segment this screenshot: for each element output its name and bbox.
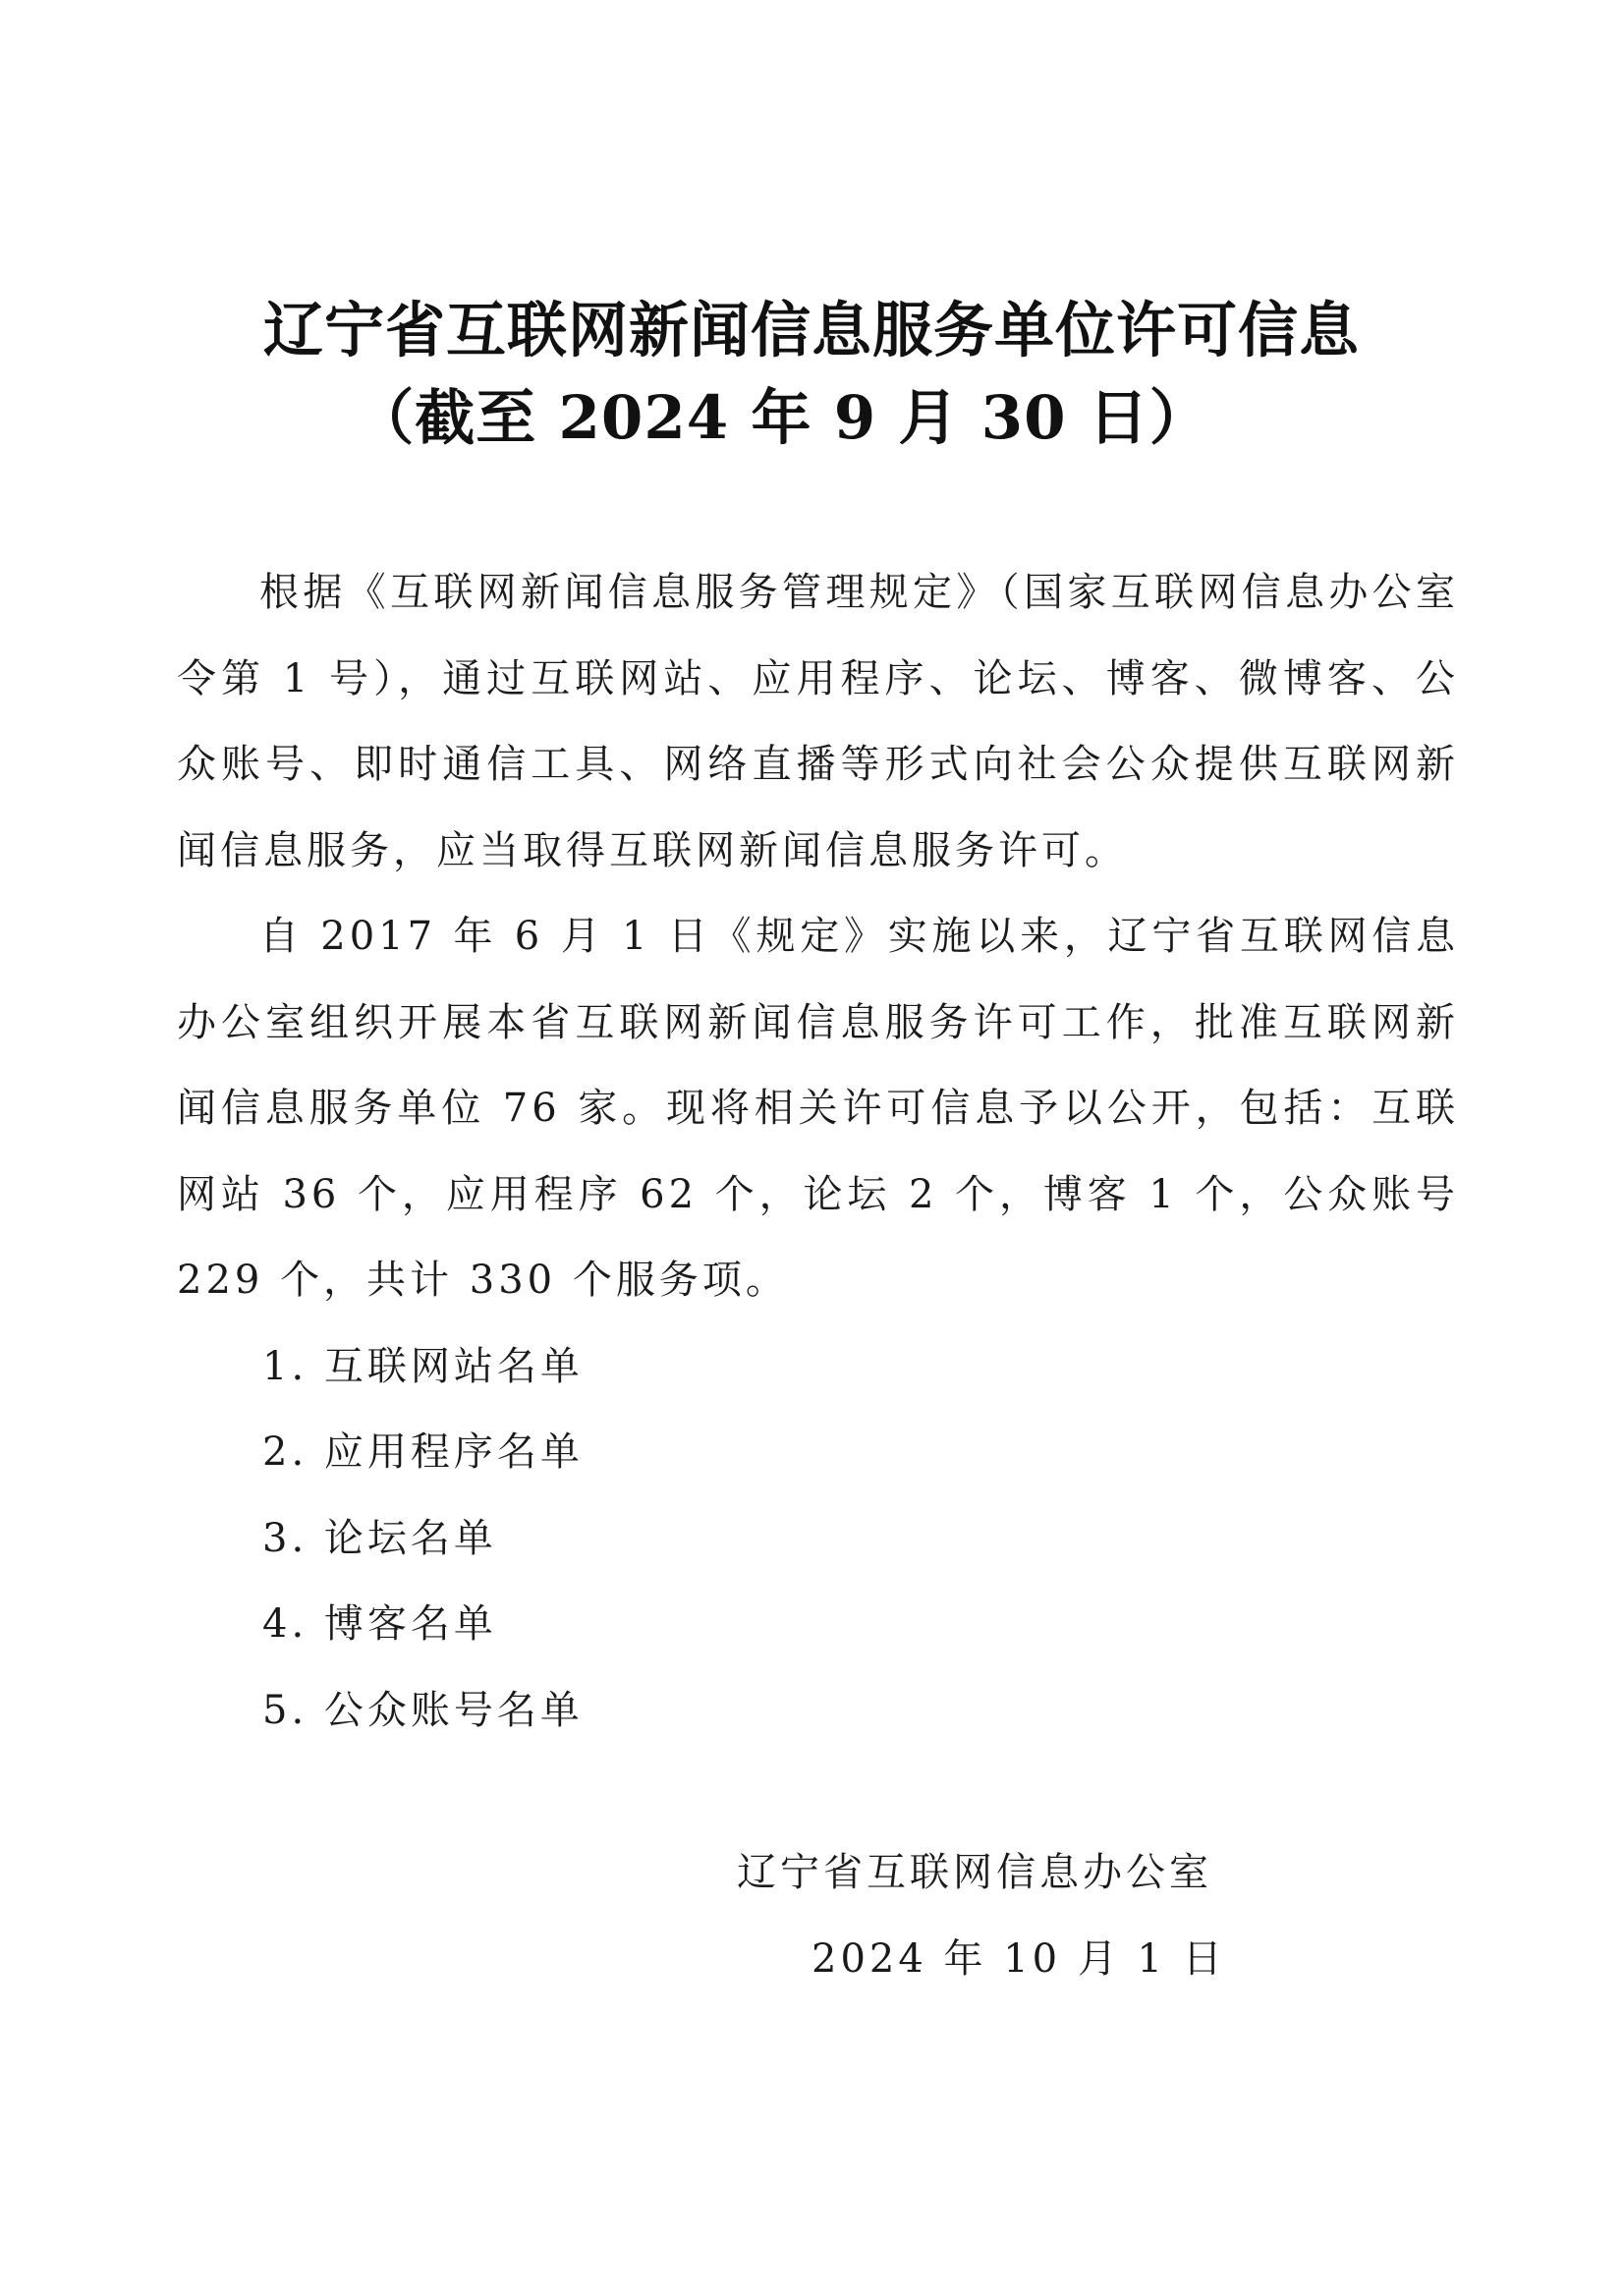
document-body [177, 550, 1459, 1754]
document-title: 辽宁省互联网新闻信息服务单位许可信息 [262, 296, 1360, 365]
document-subtitle: （截至 2024 年 9 月 30 日） [354, 383, 1210, 453]
signature-date: 2024 年 10 月 1 日 [812, 1936, 1226, 1982]
list-item: 4. 博客名单 [262, 1601, 497, 1647]
attachment-list [177, 1324, 1459, 1755]
paragraph-regulation: 根据《互联网新闻信息服务管理规定》（国家互联网信息办公室令第 1 号），通过互联网站、应用程序、论坛、博客、微博客、公众账号、即时通信工具、网络直播等形式向社会公众提供互联网新闻信息服务，应当取得互联网新闻信息服务许可。 [177, 570, 1459, 873]
title-block [0, 287, 1623, 462]
list-item: 5. 公众账号名单 [262, 1687, 584, 1733]
list-item: 3. 论坛名单 [262, 1515, 497, 1561]
list-item: 2. 应用程序名单 [262, 1429, 584, 1475]
paragraph-approval-summary: 自 2017 年 6 月 1 日《规定》实施以来，辽宁省互联网信息办公室组织开展本省互联网新闻信息服务许可工作，批准互联网新闻信息服务单位 76 家。现将相关许可信息予以公开，包括：互联网站 36 个，应用程序 62 个，论坛 2 个，博客 1 个，公众账号 229 个，共计 330 个服务项。 [177, 914, 1459, 1303]
signature-organization: 辽宁省互联网信息办公室 [737, 1850, 1212, 1895]
list-item: 1. 互联网站名单 [262, 1343, 584, 1389]
